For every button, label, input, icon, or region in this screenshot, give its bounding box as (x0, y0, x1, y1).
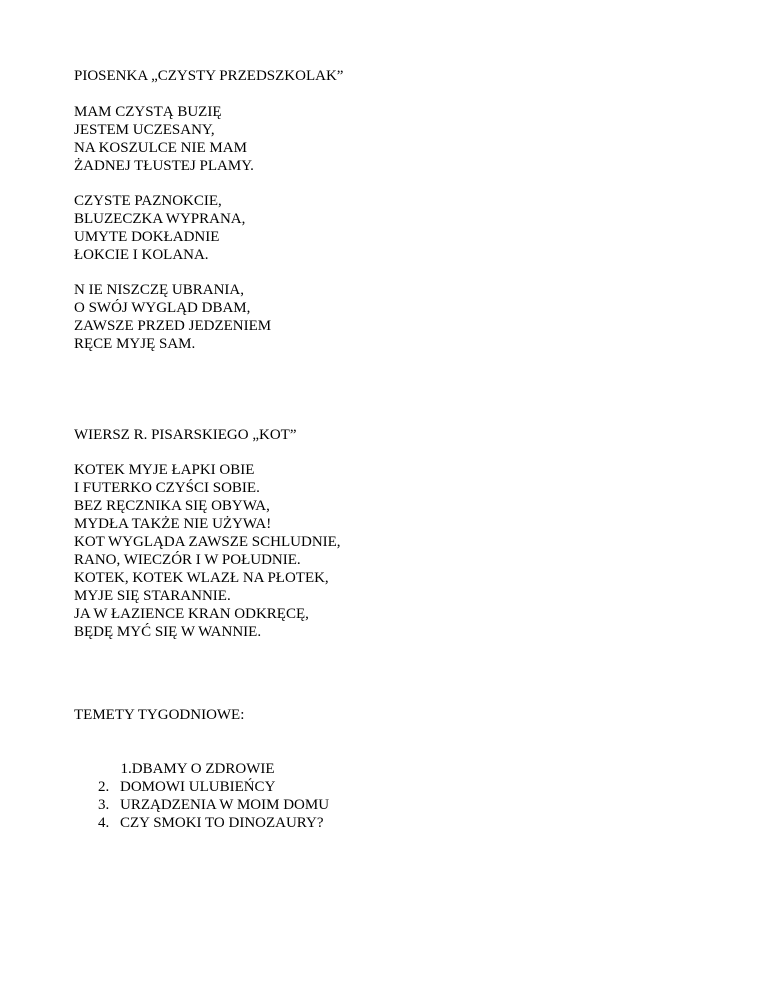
song-line: ZAWSZE PRZED JEDZENIEM (74, 318, 272, 334)
list-number: 3. (98, 797, 110, 813)
song-line: NA KOSZULCE NIE MAM (74, 140, 247, 156)
list-item (98, 742, 275, 777)
song-line: CZYSTE PAZNOKCIE, (74, 193, 222, 209)
list-text: DOMOWI ULUBIEŃCY (120, 779, 276, 795)
list-text: DBAMY O ZDROWIE (131, 761, 275, 777)
poem-line: KOT WYGLĄDA ZAWSZE SCHLUDNIE, (74, 534, 341, 550)
song-line: O SWÓJ WYGLĄD DBAM, (74, 300, 251, 316)
poem-line: KOTEK MYJE ŁAPKI OBIE (74, 462, 255, 478)
poem-line: MYDŁA TAKŻE NIE UŻYWA! (74, 516, 272, 532)
song-line: JESTEM UCZESANY, (74, 122, 215, 138)
list-number: 4. (98, 815, 110, 831)
poem-line: I FUTERKO CZYŚCI SOBIE. (74, 480, 260, 496)
poem-line: RANO, WIECZÓR I W POŁUDNIE. (74, 552, 301, 568)
song-line: BLUZECZKA WYPRANA, (74, 211, 246, 227)
song-line: ŁOKCIE I KOLANA. (74, 247, 209, 263)
poem-title: WIERSZ R. PISARSKIEGO „KOT” (74, 427, 297, 443)
poem-line: MYJE SIĘ STARANNIE. (74, 588, 231, 604)
topics-title: TEMETY TYGODNIOWE: (74, 707, 245, 723)
song-line: ŻADNEJ TŁUSTEJ PLAMY. (74, 158, 254, 174)
song-title: PIOSENKA „CZYSTY PRZEDSZKOLAK” (74, 68, 344, 84)
list-number: 2. (98, 779, 110, 795)
list-text: URZĄDZENIA W MOIM DOMU (120, 797, 330, 813)
poem-line: BEZ RĘCZNIKA SIĘ OBYWA, (74, 498, 270, 514)
song-line: RĘCE MYJĘ SAM. (74, 336, 196, 352)
list-text: CZY SMOKI TO DINOZAURY? (120, 815, 324, 831)
song-line: N IE NISZCZĘ UBRANIA, (74, 282, 244, 298)
poem-line: KOTEK, KOTEK WLAZŁ NA PŁOTEK, (74, 570, 329, 586)
poem-line: BĘDĘ MYĆ SIĘ W WANNIE. (74, 624, 262, 640)
list-number: 1. (120, 761, 132, 777)
poem-line: JA W ŁAZIENCE KRAN ODKRĘCĘ, (74, 606, 309, 622)
song-line: UMYTE DOKŁADNIE (74, 229, 220, 245)
song-line: MAM CZYSTĄ BUZIĘ (74, 104, 222, 120)
